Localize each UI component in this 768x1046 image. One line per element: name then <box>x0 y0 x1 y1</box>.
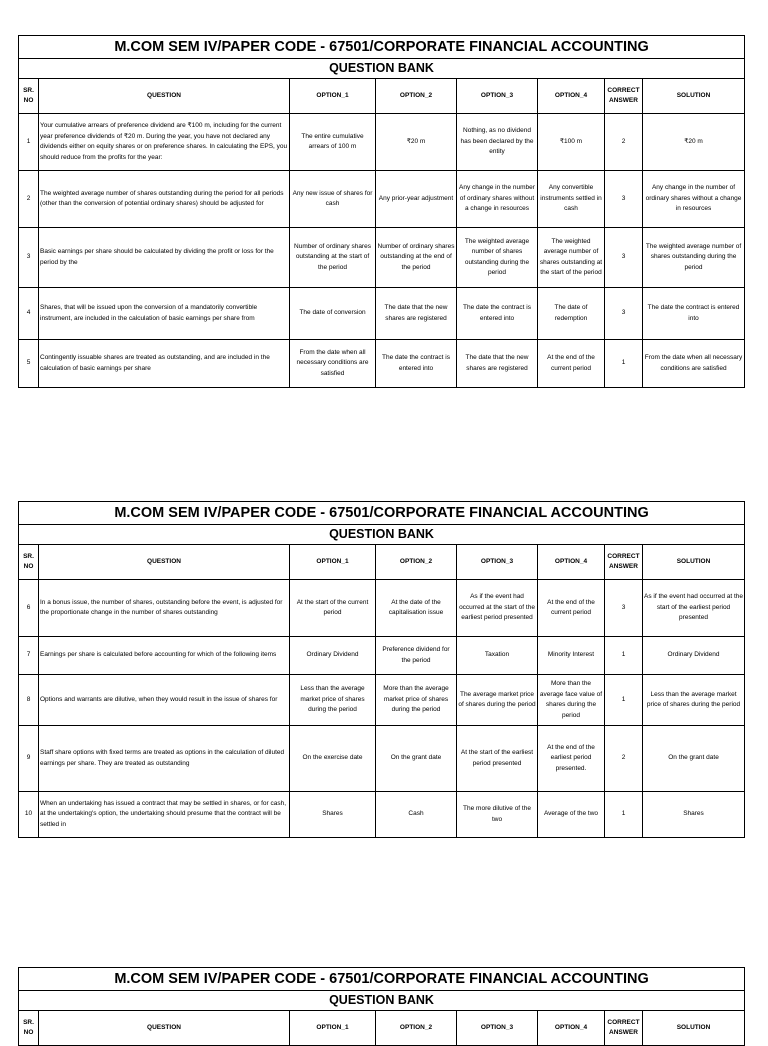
option-3-cell: At the start of the earliest period presented <box>457 726 538 792</box>
header-option-1: OPTION_1 <box>290 79 376 114</box>
document-subtitle: QUESTION BANK <box>19 991 745 1011</box>
option-4-cell: Average of the two <box>538 792 605 838</box>
solution-cell: Shares <box>643 792 745 838</box>
header-option-3: OPTION_3 <box>457 545 538 580</box>
header-option-2: OPTION_2 <box>376 79 457 114</box>
option-3-cell: Taxation <box>457 637 538 675</box>
question-cell: Shares, that will be issued upon the conversion of a mandatorily convertible instrument, are included in the calculation of basic earnings per share from <box>39 288 290 340</box>
header-option-4: OPTION_4 <box>538 545 605 580</box>
solution-cell: The date the contract is entered into <box>643 288 745 340</box>
header-sr-no: SR. NO <box>19 79 39 114</box>
question-table-page-3 <box>18 967 745 1046</box>
option-4-cell: At the end of the current period <box>538 580 605 637</box>
header-option-3: OPTION_3 <box>457 1011 538 1046</box>
option-3-cell: Any change in the number of ordinary shares without a change in resources <box>457 171 538 228</box>
question-cell: Basic earnings per share should be calculated by dividing the profit or loss for the period by the <box>39 228 290 288</box>
correct-answer-cell: 1 <box>605 340 643 388</box>
option-2-cell: The date that the new shares are registered <box>376 288 457 340</box>
option-2-cell: Cash <box>376 792 457 838</box>
option-1-cell: The entire cumulative arrears of 100 m <box>290 114 376 171</box>
option-3-cell: The weighted average number of shares outstanding during the period <box>457 228 538 288</box>
solution-cell: The weighted average number of shares outstanding during the period <box>643 228 745 288</box>
document-subtitle: QUESTION BANK <box>19 525 745 545</box>
table-row <box>19 288 745 340</box>
option-2-cell: At the date of the capitalisation issue <box>376 580 457 637</box>
option-4-cell: ₹100 m <box>538 114 605 171</box>
option-3-cell: As if the event had occurred at the start of the earliest period presented <box>457 580 538 637</box>
table-header-row <box>19 79 745 114</box>
sr-no-cell: 1 <box>19 114 39 171</box>
option-1-cell: The date of conversion <box>290 288 376 340</box>
option-4-cell: More than the average face value of shares during the period <box>538 675 605 726</box>
sr-no-cell: 8 <box>19 675 39 726</box>
option-2-cell: On the grant date <box>376 726 457 792</box>
header-sr-no: SR. NO <box>19 1011 39 1046</box>
solution-cell: Ordinary Dividend <box>643 637 745 675</box>
question-cell: When an undertaking has issued a contract that may be settled in shares, or for cash, at the undertaking's option, the undertaking should presume that the contract will be settled in <box>39 792 290 838</box>
sr-no-cell: 5 <box>19 340 39 388</box>
question-table-page-2 <box>18 501 745 838</box>
correct-answer-cell: 3 <box>605 580 643 637</box>
option-2-cell: ₹20 m <box>376 114 457 171</box>
option-1-cell: On the exercise date <box>290 726 376 792</box>
sr-no-cell: 2 <box>19 171 39 228</box>
header-question: QUESTION <box>39 545 290 580</box>
table-row <box>19 340 745 388</box>
header-correct-answer: CORRECT ANSWER <box>605 1011 643 1046</box>
sr-no-cell: 10 <box>19 792 39 838</box>
header-correct-answer: CORRECT ANSWER <box>605 545 643 580</box>
option-3-cell: The date that the new shares are registered <box>457 340 538 388</box>
sr-no-cell: 4 <box>19 288 39 340</box>
header-solution: SOLUTION <box>643 1011 745 1046</box>
correct-answer-cell: 1 <box>605 637 643 675</box>
solution-cell: As if the event had occurred at the start of the earliest period presented <box>643 580 745 637</box>
option-2-cell: The date the contract is entered into <box>376 340 457 388</box>
correct-answer-cell: 2 <box>605 726 643 792</box>
option-3-cell: The date the contract is entered into <box>457 288 538 340</box>
table-row <box>19 171 745 228</box>
option-1-cell: Number of ordinary shares outstanding at the start of the period <box>290 228 376 288</box>
header-solution: SOLUTION <box>643 79 745 114</box>
header-option-1: OPTION_1 <box>290 545 376 580</box>
option-2-cell: Preference dividend for the period <box>376 637 457 675</box>
sr-no-cell: 6 <box>19 580 39 637</box>
option-1-cell: At the start of the current period <box>290 580 376 637</box>
header-option-4: OPTION_4 <box>538 79 605 114</box>
table-row <box>19 792 745 838</box>
option-1-cell: Shares <box>290 792 376 838</box>
question-cell: Options and warrants are dilutive, when they would result in the issue of shares for <box>39 675 290 726</box>
header-question: QUESTION <box>39 1011 290 1046</box>
table-row <box>19 637 745 675</box>
option-4-cell: Any convertible instruments settled in cash <box>538 171 605 228</box>
option-1-cell: Ordinary Dividend <box>290 637 376 675</box>
question-cell: Earnings per share is calculated before accounting for which of the following items <box>39 637 290 675</box>
table-row <box>19 675 745 726</box>
table-row <box>19 580 745 637</box>
correct-answer-cell: 3 <box>605 171 643 228</box>
sr-no-cell: 9 <box>19 726 39 792</box>
solution-cell: On the grant date <box>643 726 745 792</box>
table-row <box>19 228 745 288</box>
question-cell: Your cumulative arrears of preference dividend are ₹100 m, including for the current year preference dividends of ₹20 m. During the year, you have not declared any dividends either on equity shares or on preference shares. In calculating the EPS, you should reduce from the profits for the year: <box>39 114 290 171</box>
correct-answer-cell: 2 <box>605 114 643 171</box>
option-3-cell: The average market price of shares during the period <box>457 675 538 726</box>
option-2-cell: Number of ordinary shares outstanding at the end of the period <box>376 228 457 288</box>
header-option-2: OPTION_2 <box>376 545 457 580</box>
solution-cell: Any change in the number of ordinary shares without a change in resources <box>643 171 745 228</box>
header-option-3: OPTION_3 <box>457 79 538 114</box>
correct-answer-cell: 1 <box>605 675 643 726</box>
option-1-cell: Less than the average market price of shares during the period <box>290 675 376 726</box>
table-row <box>19 726 745 792</box>
header-option-1: OPTION_1 <box>290 1011 376 1046</box>
question-cell: In a bonus issue, the number of shares, outstanding before the event, is adjusted for the proportionate change in the number of shares outstanding <box>39 580 290 637</box>
document-title: M.COM SEM IV/PAPER CODE - 67501/CORPORATE FINANCIAL ACCOUNTING <box>19 36 745 59</box>
question-cell: The weighted average number of shares outstanding during the period for all periods (other than the conversion of potential ordinary shares) should be adjusted for <box>39 171 290 228</box>
sr-no-cell: 7 <box>19 637 39 675</box>
option-3-cell: Nothing, as no dividend has been declared by the entity <box>457 114 538 171</box>
table-header-row <box>19 1011 745 1046</box>
question-table-page-1 <box>18 35 745 388</box>
option-2-cell: Any prior-year adjustment <box>376 171 457 228</box>
option-4-cell: Minority Interest <box>538 637 605 675</box>
header-correct-answer: CORRECT ANSWER <box>605 79 643 114</box>
solution-cell: Less than the average market price of shares during the period <box>643 675 745 726</box>
option-1-cell: Any new issue of shares for cash <box>290 171 376 228</box>
header-solution: SOLUTION <box>643 545 745 580</box>
option-4-cell: The weighted average number of shares outstanding at the start of the period <box>538 228 605 288</box>
sr-no-cell: 3 <box>19 228 39 288</box>
correct-answer-cell: 3 <box>605 288 643 340</box>
correct-answer-cell: 3 <box>605 228 643 288</box>
option-3-cell: The more dilutive of the two <box>457 792 538 838</box>
option-1-cell: From the date when all necessary conditions are satisfied <box>290 340 376 388</box>
document-title: M.COM SEM IV/PAPER CODE - 67501/CORPORATE FINANCIAL ACCOUNTING <box>19 968 745 991</box>
header-option-4: OPTION_4 <box>538 1011 605 1046</box>
header-option-2: OPTION_2 <box>376 1011 457 1046</box>
solution-cell: ₹20 m <box>643 114 745 171</box>
option-4-cell: At the end of the earliest period presented. <box>538 726 605 792</box>
table-header-row <box>19 545 745 580</box>
option-4-cell: At the end of the current period <box>538 340 605 388</box>
document-title: M.COM SEM IV/PAPER CODE - 67501/CORPORATE FINANCIAL ACCOUNTING <box>19 502 745 525</box>
table-row <box>19 114 745 171</box>
document-subtitle: QUESTION BANK <box>19 59 745 79</box>
option-2-cell: More than the average market price of shares during the period <box>376 675 457 726</box>
question-cell: Contingently issuable shares are treated as outstanding, and are included in the calculation of basic earnings per share <box>39 340 290 388</box>
header-sr-no: SR. NO <box>19 545 39 580</box>
solution-cell: From the date when all necessary conditions are satisfied <box>643 340 745 388</box>
question-cell: Staff share options with fixed terms are treated as options in the calculation of diluted earnings per share. They are treated as outstanding <box>39 726 290 792</box>
header-question: QUESTION <box>39 79 290 114</box>
option-4-cell: The date of redemption <box>538 288 605 340</box>
correct-answer-cell: 1 <box>605 792 643 838</box>
